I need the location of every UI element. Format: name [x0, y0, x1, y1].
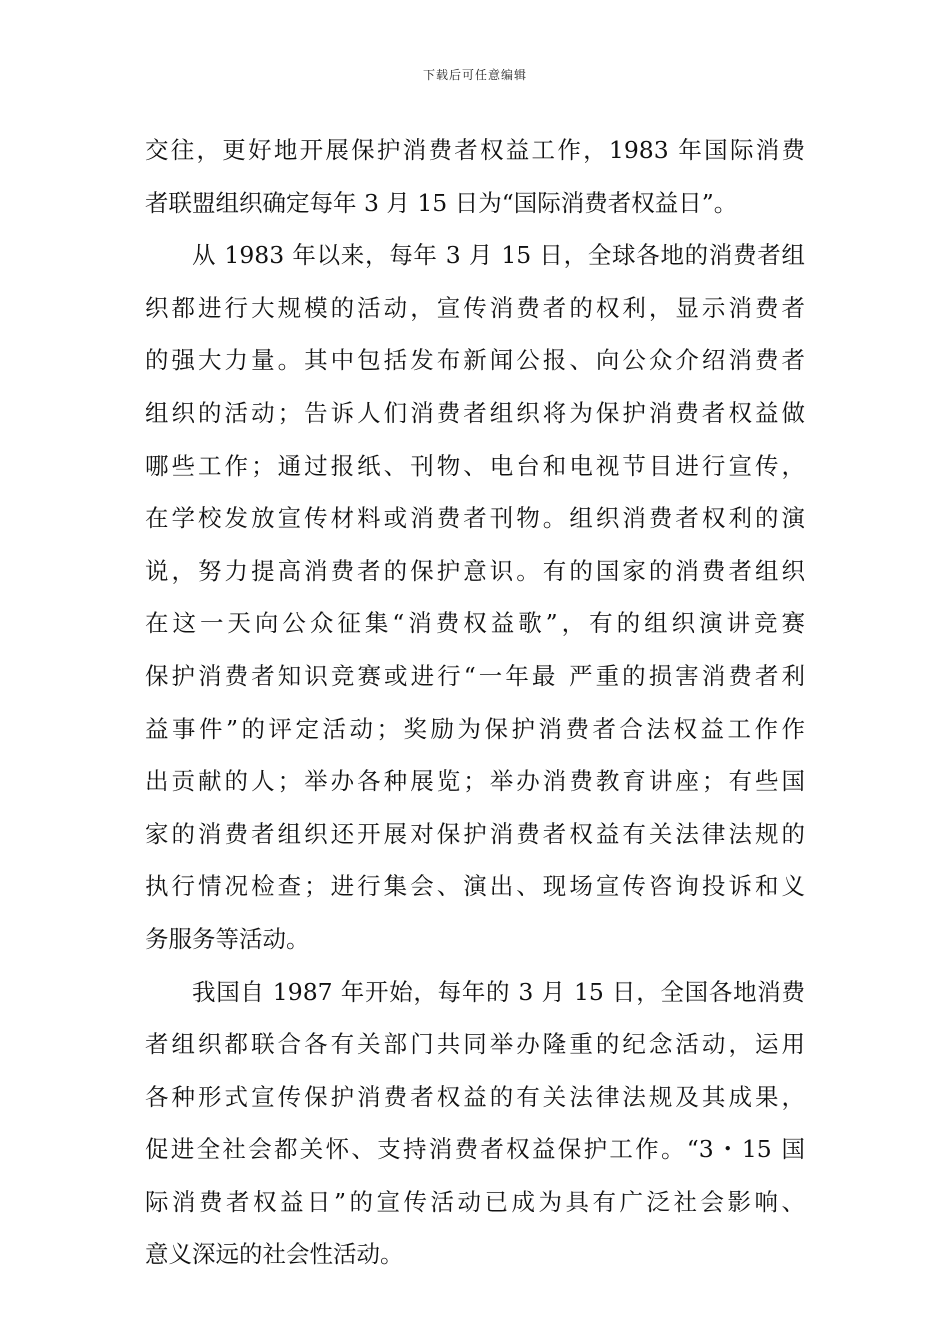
text-line: 者组织都联合各有关部门共同举办隆重的纪念活动，运用: [145, 1030, 805, 1059]
text-line: 出贡献的人；举办各种展览；举办消费教育讲座；有些国: [145, 767, 805, 796]
text-line: 组织的活动；告诉人们消费者组织将为保护消费者权益做: [145, 398, 805, 427]
text-line: 保护消费者知识竞赛或进行“一年最 严重的损害消费者利: [145, 661, 805, 690]
text-line: 我国自 1987 年开始，每年的 3 月 15 日，全国各地消费: [192, 977, 805, 1006]
text-line: 哪些工作；通过报纸、刊物、电台和电视节目进行宣传，: [145, 451, 805, 480]
text-line: 交往，更好地开展保护消费者权益工作，1983 年国际消费: [145, 136, 805, 164]
text-line: 说，努力提高消费者的保护意识。有的国家的消费者组织: [145, 556, 805, 585]
text-line: 在学校发放宣传材料或消费者刊物。组织消费者权利的演: [145, 504, 805, 533]
paragraph-1: [145, 124, 805, 229]
text-line: 织都进行大规模的活动，宣传消费者的权利，显示消费者: [145, 293, 805, 322]
paragraph-2: [145, 229, 805, 965]
text-line: 意义深远的社会性活动。: [145, 1240, 404, 1269]
text-line: 的强大力量。其中包括发布新闻公报、向公众介绍消费者: [145, 346, 805, 375]
text-line: 益事件”的评定活动；奖励为保护消费者合法权益工作作: [145, 714, 805, 743]
text-line: 际消费者权益日”的宣传活动已成为具有广泛社会影响、: [145, 1187, 805, 1216]
text-line: 家的消费者组织还开展对保护消费者权益有关法律法规的: [145, 819, 805, 848]
text-line: 从 1983 年以来，每年 3 月 15 日，全球各地的消费者组: [192, 241, 805, 270]
text-line: 务服务等活动。: [145, 924, 310, 953]
text-line: 者联盟组织确定每年 3 月 15 日为“国际消费者权益日”。: [145, 188, 738, 217]
text-line: 促进全社会都关怀、支持消费者权益保护工作。“3・15 国: [145, 1135, 805, 1164]
text-line: 执行情况检查；进行集会、演出、现场宣传咨询投诉和义: [145, 872, 805, 901]
document-body: [145, 124, 805, 1281]
text-line: 各种形式宣传保护消费者权益的有关法律法规及其成果，: [145, 1082, 805, 1111]
text-line: 在这一天向公众征集“消费权益歌”，有的组织演讲竞赛: [145, 609, 805, 638]
paragraph-3: [145, 966, 805, 1282]
header-note: 下载后可任意编辑: [422, 68, 527, 82]
